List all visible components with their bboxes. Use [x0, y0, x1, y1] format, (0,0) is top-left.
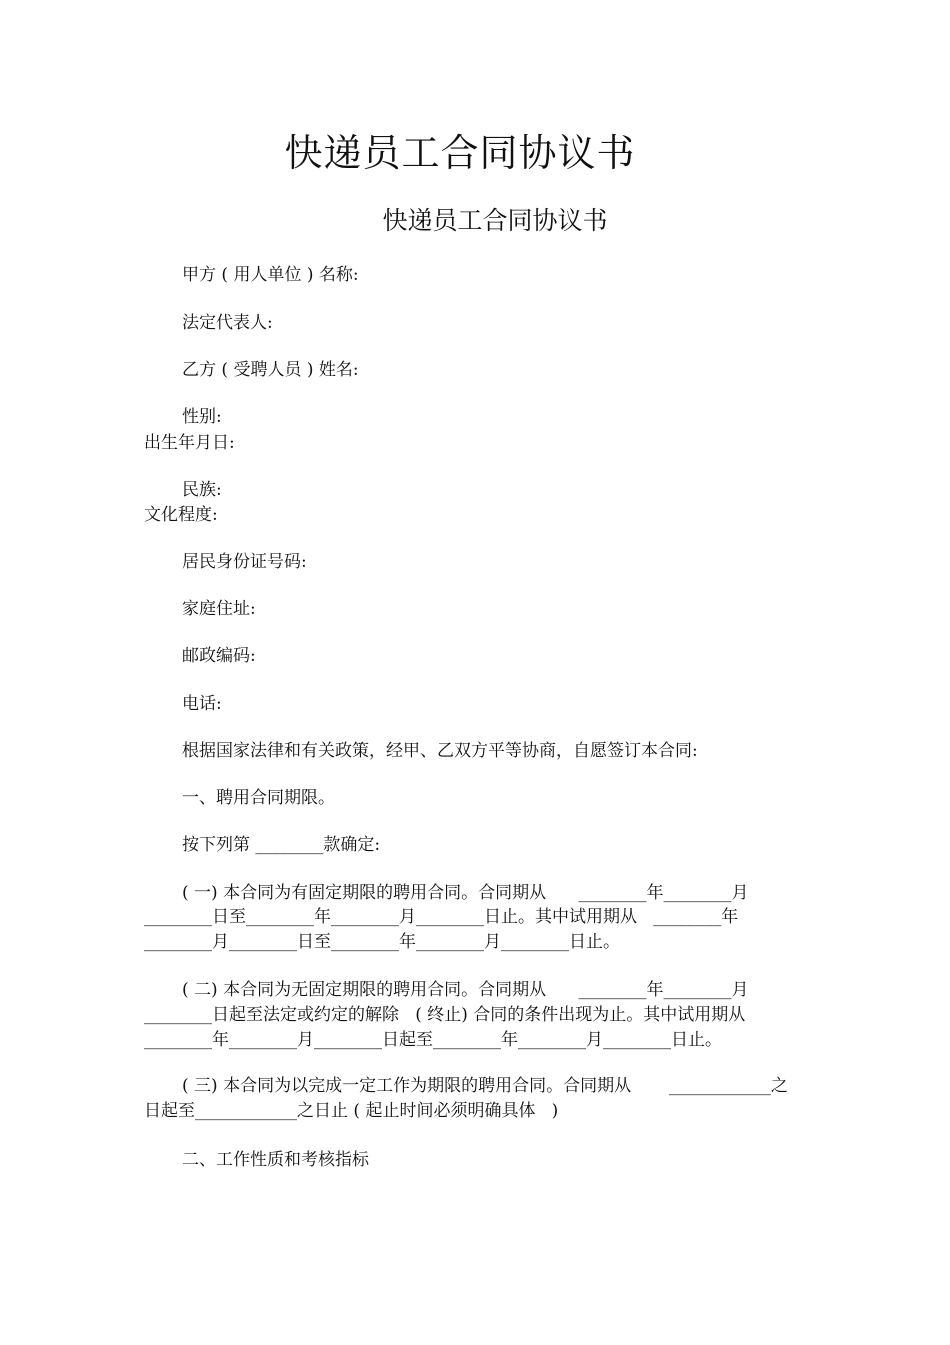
document-subtitle: 快递员工合同协议书: [382, 206, 608, 235]
clause-1-line-1: ( 一) 本合同为有固定期限的聘用合同。合同期从 ________年________月: [182, 883, 749, 903]
clause-2-line-1: ( 二) 本合同为无固定期限的聘用合同。合同期从 ________年________月: [182, 980, 749, 1000]
clause-3-line-2: 日起至____________之日止 ( 起止时间必须明确具体 ): [144, 1101, 559, 1121]
birth-date-field: 出生年月日:: [144, 433, 235, 453]
party-b-name-field: 乙方 ( 受聘人员 ) 姓名:: [182, 360, 359, 380]
clause-2-line-2: ________日起至法定或约定的解除 ( 终止) 合同的条件出现为止。其中试用期从: [144, 1005, 746, 1025]
legal-representative-field: 法定代表人:: [182, 313, 273, 333]
section-1-heading: 一、聘用合同期限。: [182, 788, 335, 808]
phone-field: 电话:: [182, 694, 222, 714]
ethnicity-field: 民族:: [182, 480, 222, 500]
preamble-paragraph: 根据国家法律和有关政策，经甲、乙双方平等协商，自愿签订本合同:: [182, 741, 698, 761]
clause-selector: 按下列第 ________款确定:: [182, 835, 381, 855]
clause-1-line-2: ________日至________年________月________日止。其中试用期从 ________年: [144, 907, 739, 927]
id-number-field: 居民身份证号码:: [182, 552, 307, 572]
party-a-name-field: 甲方 ( 用人单位 ) 名称:: [182, 265, 359, 285]
postal-code-field: 邮政编码:: [182, 646, 256, 666]
document-title: 快递员工合同协议书: [284, 131, 636, 175]
home-address-field: 家庭住址:: [182, 599, 256, 619]
education-field: 文化程度:: [144, 505, 218, 525]
clause-2-line-3: ________年________月________日起至________年________月________日止。: [144, 1030, 722, 1050]
gender-field: 性别:: [182, 407, 222, 427]
clause-1-line-3: ________月________日至________年________月________日止。: [144, 932, 620, 952]
clause-3-line-1: ( 三) 本合同为以完成一定工作为期限的聘用合同。合同期从 ____________之: [182, 1076, 788, 1096]
section-2-heading: 二、工作性质和考核指标: [182, 1150, 369, 1170]
